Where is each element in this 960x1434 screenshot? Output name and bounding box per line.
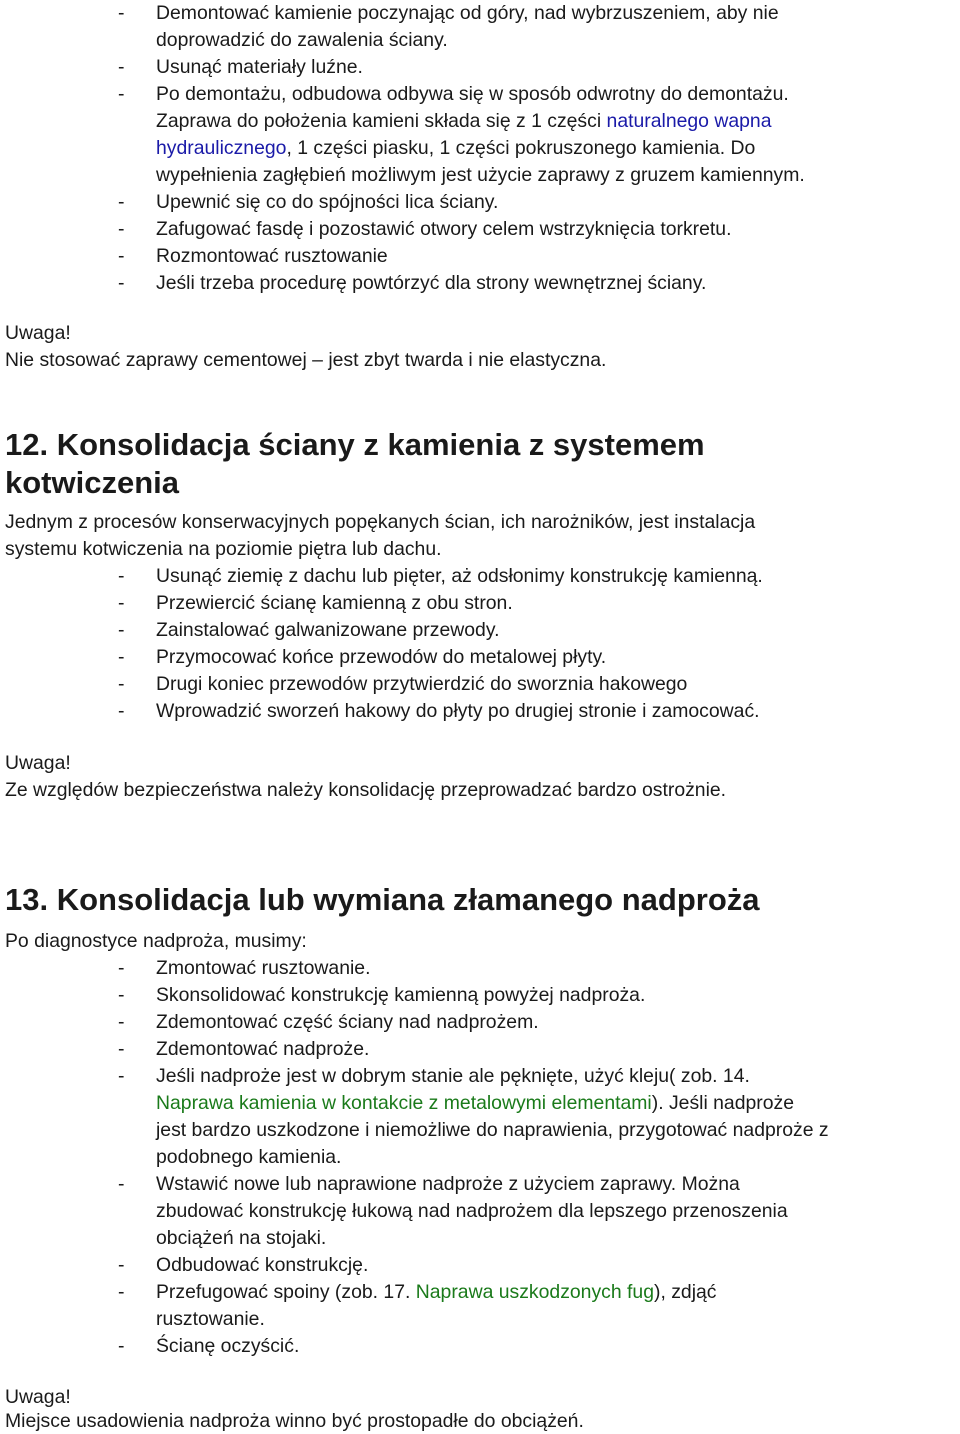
list-item-continuation [156,108,771,134]
text: ), zdjąć [653,1281,717,1303]
list-item-continuation: rusztowanie. [156,1308,265,1330]
warning-text: Nie stosować zaprawy cementowej – jest zbyt twarda i nie elastyczna. [5,349,607,371]
warning-label: Uwaga! [5,1386,71,1408]
list-item: Skonsolidować konstrukcję kamienną powyżej nadproża. [156,984,646,1006]
list-dash: - [118,1335,125,1357]
list-item-continuation [156,135,755,161]
link-hydraulicznego[interactable]: hydraulicznego [156,137,287,159]
list-item: Wprowadzić sworzeń hakowy do płyty po drugiej stronie i zamocować. [156,700,760,722]
list-item: Jeśli trzeba procedurę powtórzyć dla strony wewnętrznej ściany. [156,272,707,294]
list-item: Jeśli nadproże jest w dobrym stanie ale pęknięte, użyć kleju( zob. 14. [156,1065,750,1087]
list-item: Zmontować rusztowanie. [156,957,371,979]
list-item-continuation: wypełnienia zagłębień możliwym jest użycie zaprawy z gruzem kamiennym. [156,164,805,186]
list-item-continuation: podobnego kamienia. [156,1146,342,1168]
list-dash: - [118,1011,125,1033]
list-item-continuation: doprowadzić do zawalenia ściany. [156,29,448,51]
list-item: Przewiercić ścianę kamienną z obu stron. [156,592,513,614]
list-item-continuation: jest bardzo uszkodzone i niemożliwe do naprawienia, przygotować nadproże z [156,1119,829,1141]
text: , 1 części piasku, 1 części pokruszonego kamienia. Do [286,137,756,159]
link-naprawa-uszkodzonych-fug[interactable]: Naprawa uszkodzonych fug [415,1281,654,1303]
list-item: Zdemontować nadproże. [156,1038,370,1060]
list-dash: - [118,957,125,979]
list-item: Po demontażu, odbudowa odbywa się w sposób odwrotny do demontażu. [156,83,789,105]
text: Zaprawa do położenia kamieni składa się z 1 części [156,110,607,132]
list-item: Usunąć ziemię z dachu lub pięter, aż odsłonimy konstrukcję kamienną. [156,565,763,587]
link-naturalnego-wapna[interactable]: naturalnego wapna [606,110,772,132]
list-item: Usunąć materiały luźne. [156,56,363,78]
list-dash: - [118,1038,125,1060]
section-heading: 13. Konsolidacja lub wymiana złamanego nadproża [5,882,760,917]
list-item-continuation: zbudować konstrukcję łukową nad nadprożem dla lepszego przenoszenia [156,1200,788,1222]
list-dash: - [118,218,125,240]
warning-label: Uwaga! [5,752,71,774]
text: ). Jeśli nadproże [651,1092,795,1114]
list-item: Upewnić się co do spójności lica ściany. [156,191,499,213]
link-naprawa-kamienia[interactable]: Naprawa kamienia w kontakcie z metalowymi elementami [156,1092,652,1114]
list-item: Ścianę oczyścić. [156,1335,300,1357]
warning-label: Uwaga! [5,322,71,344]
list-item: Wstawić nowe lub naprawione nadproże z użyciem zaprawy. Można [156,1173,740,1195]
list-dash: - [118,984,125,1006]
list-item: Demontować kamienie poczynając od góry, nad wybrzuszeniem, aby nie [156,2,779,24]
list-dash: - [118,1065,125,1087]
section-heading-continuation: kotwiczenia [5,465,179,500]
list-dash: - [118,700,125,722]
list-dash: - [118,565,125,587]
list-item: Przymocować końce przewodów do metalowej płyty. [156,646,607,668]
warning-text: Miejsce usadowienia nadproża winno być prostopadłe do obciążeń. [5,1410,584,1432]
list-item: Zdemontować część ściany nad nadprożem. [156,1011,539,1033]
list-item: Zainstalować galwanizowane przewody. [156,619,500,641]
list-item-continuation: obciążeń na stojaki. [156,1227,327,1249]
list-dash: - [118,83,125,105]
text: Przefugować spoiny (zob. 17. [156,1281,416,1303]
list-dash: - [118,1173,125,1195]
list-item: Drugi koniec przewodów przytwierdzić do sworznia hakowego [156,673,688,695]
list-dash: - [118,646,125,668]
list-item: Rozmontować rusztowanie [156,245,388,267]
paragraph-line: Po diagnostyce nadproża, musimy: [5,930,307,952]
list-item: Odbudować konstrukcję. [156,1254,369,1276]
warning-text: Ze względów bezpieczeństwa należy konsolidację przeprowadzać bardzo ostrożnie. [5,779,727,801]
list-item: Zafugować fasdę i pozostawić otwory celem wstrzyknięcia torkretu. [156,218,732,240]
list-item [156,1279,716,1305]
list-dash: - [118,272,125,294]
list-dash: - [118,191,125,213]
list-dash: - [118,619,125,641]
list-dash: - [118,1254,125,1276]
list-item-continuation [156,1090,794,1116]
list-dash: - [118,592,125,614]
list-dash: - [118,1281,125,1303]
list-dash: - [118,2,125,24]
list-dash: - [118,673,125,695]
paragraph-line: Jednym z procesów konserwacyjnych popękanych ścian, ich narożników, jest instalacja [5,511,756,533]
list-dash: - [118,245,125,267]
list-dash: - [118,56,125,78]
paragraph-line: systemu kotwiczenia na poziomie piętra lub dachu. [5,538,442,560]
section-heading: 12. Konsolidacja ściany z kamienia z systemem [5,427,705,462]
